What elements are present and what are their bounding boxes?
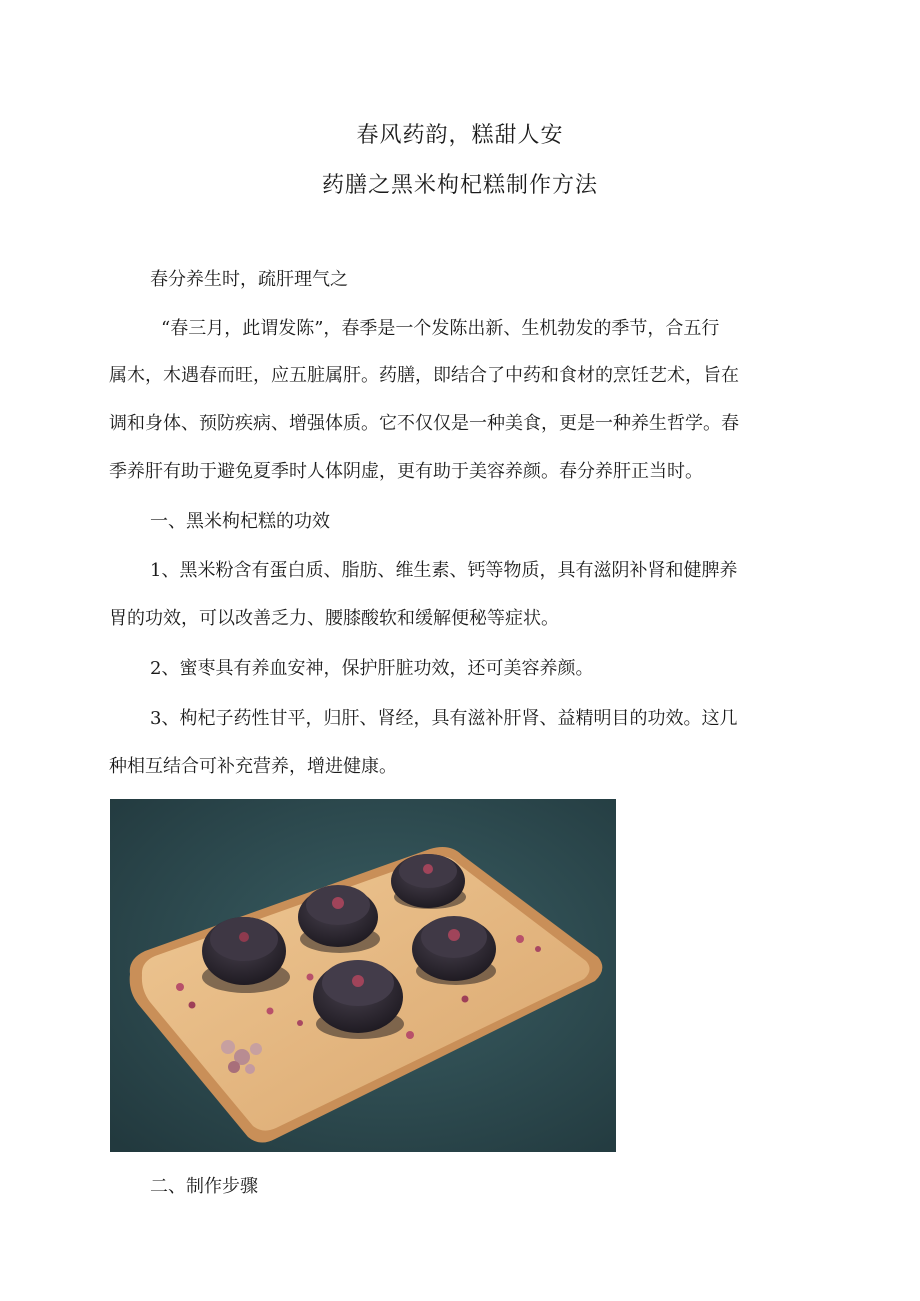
effect-1-line-1: 1、黑米粉含有蛋白质、脂肪、维生素、钙等物质，具有滋阴补肾和健脾养 xyxy=(150,560,738,581)
intro-line-4: 季养肝有助于避免夏季时人体阴虚，更有助于美容养颜。春分养肝正当时。 xyxy=(109,461,703,482)
steps-heading: 二、制作步骤 xyxy=(150,1176,258,1197)
effect-1-line-2: 胃的功效，可以改善乏力、腰膝酸软和缓解便秘等症状。 xyxy=(109,608,559,629)
intro-line-2: 属木，木遇春而旺，应五脏属肝。药膳，即结合了中药和食材的烹饪艺术，旨在 xyxy=(109,365,739,386)
effect-3-line-1: 3、枸杞子药性甘平，归肝、肾经，具有滋补肝肾、益精明目的功效。这几 xyxy=(150,708,738,729)
cakes-photo xyxy=(110,799,616,1152)
intro-line-1: “春三月，此谓发陈”，春季是一个发陈出新、生机勃发的季节，合五行 xyxy=(161,318,720,339)
section-heading: 春分养生时，疏肝理气之 xyxy=(150,269,348,290)
title-line-2: 药膳之黑米枸杞糕制作方法 xyxy=(321,173,598,198)
effect-2: 2、蜜枣具有养血安神，保护肝脏功效，还可美容养颜。 xyxy=(150,658,594,679)
title-line-1: 春风药韵，糕甜人安 xyxy=(356,123,564,148)
intro-line-3: 调和身体、预防疾病、增强体质。它不仅仅是一种美食，更是一种养生哲学。春 xyxy=(109,413,739,434)
effect-3-line-2: 种相互结合可补充营养，增进健康。 xyxy=(109,756,397,777)
effects-heading: 一、黑米枸杞糕的功效 xyxy=(150,511,330,532)
